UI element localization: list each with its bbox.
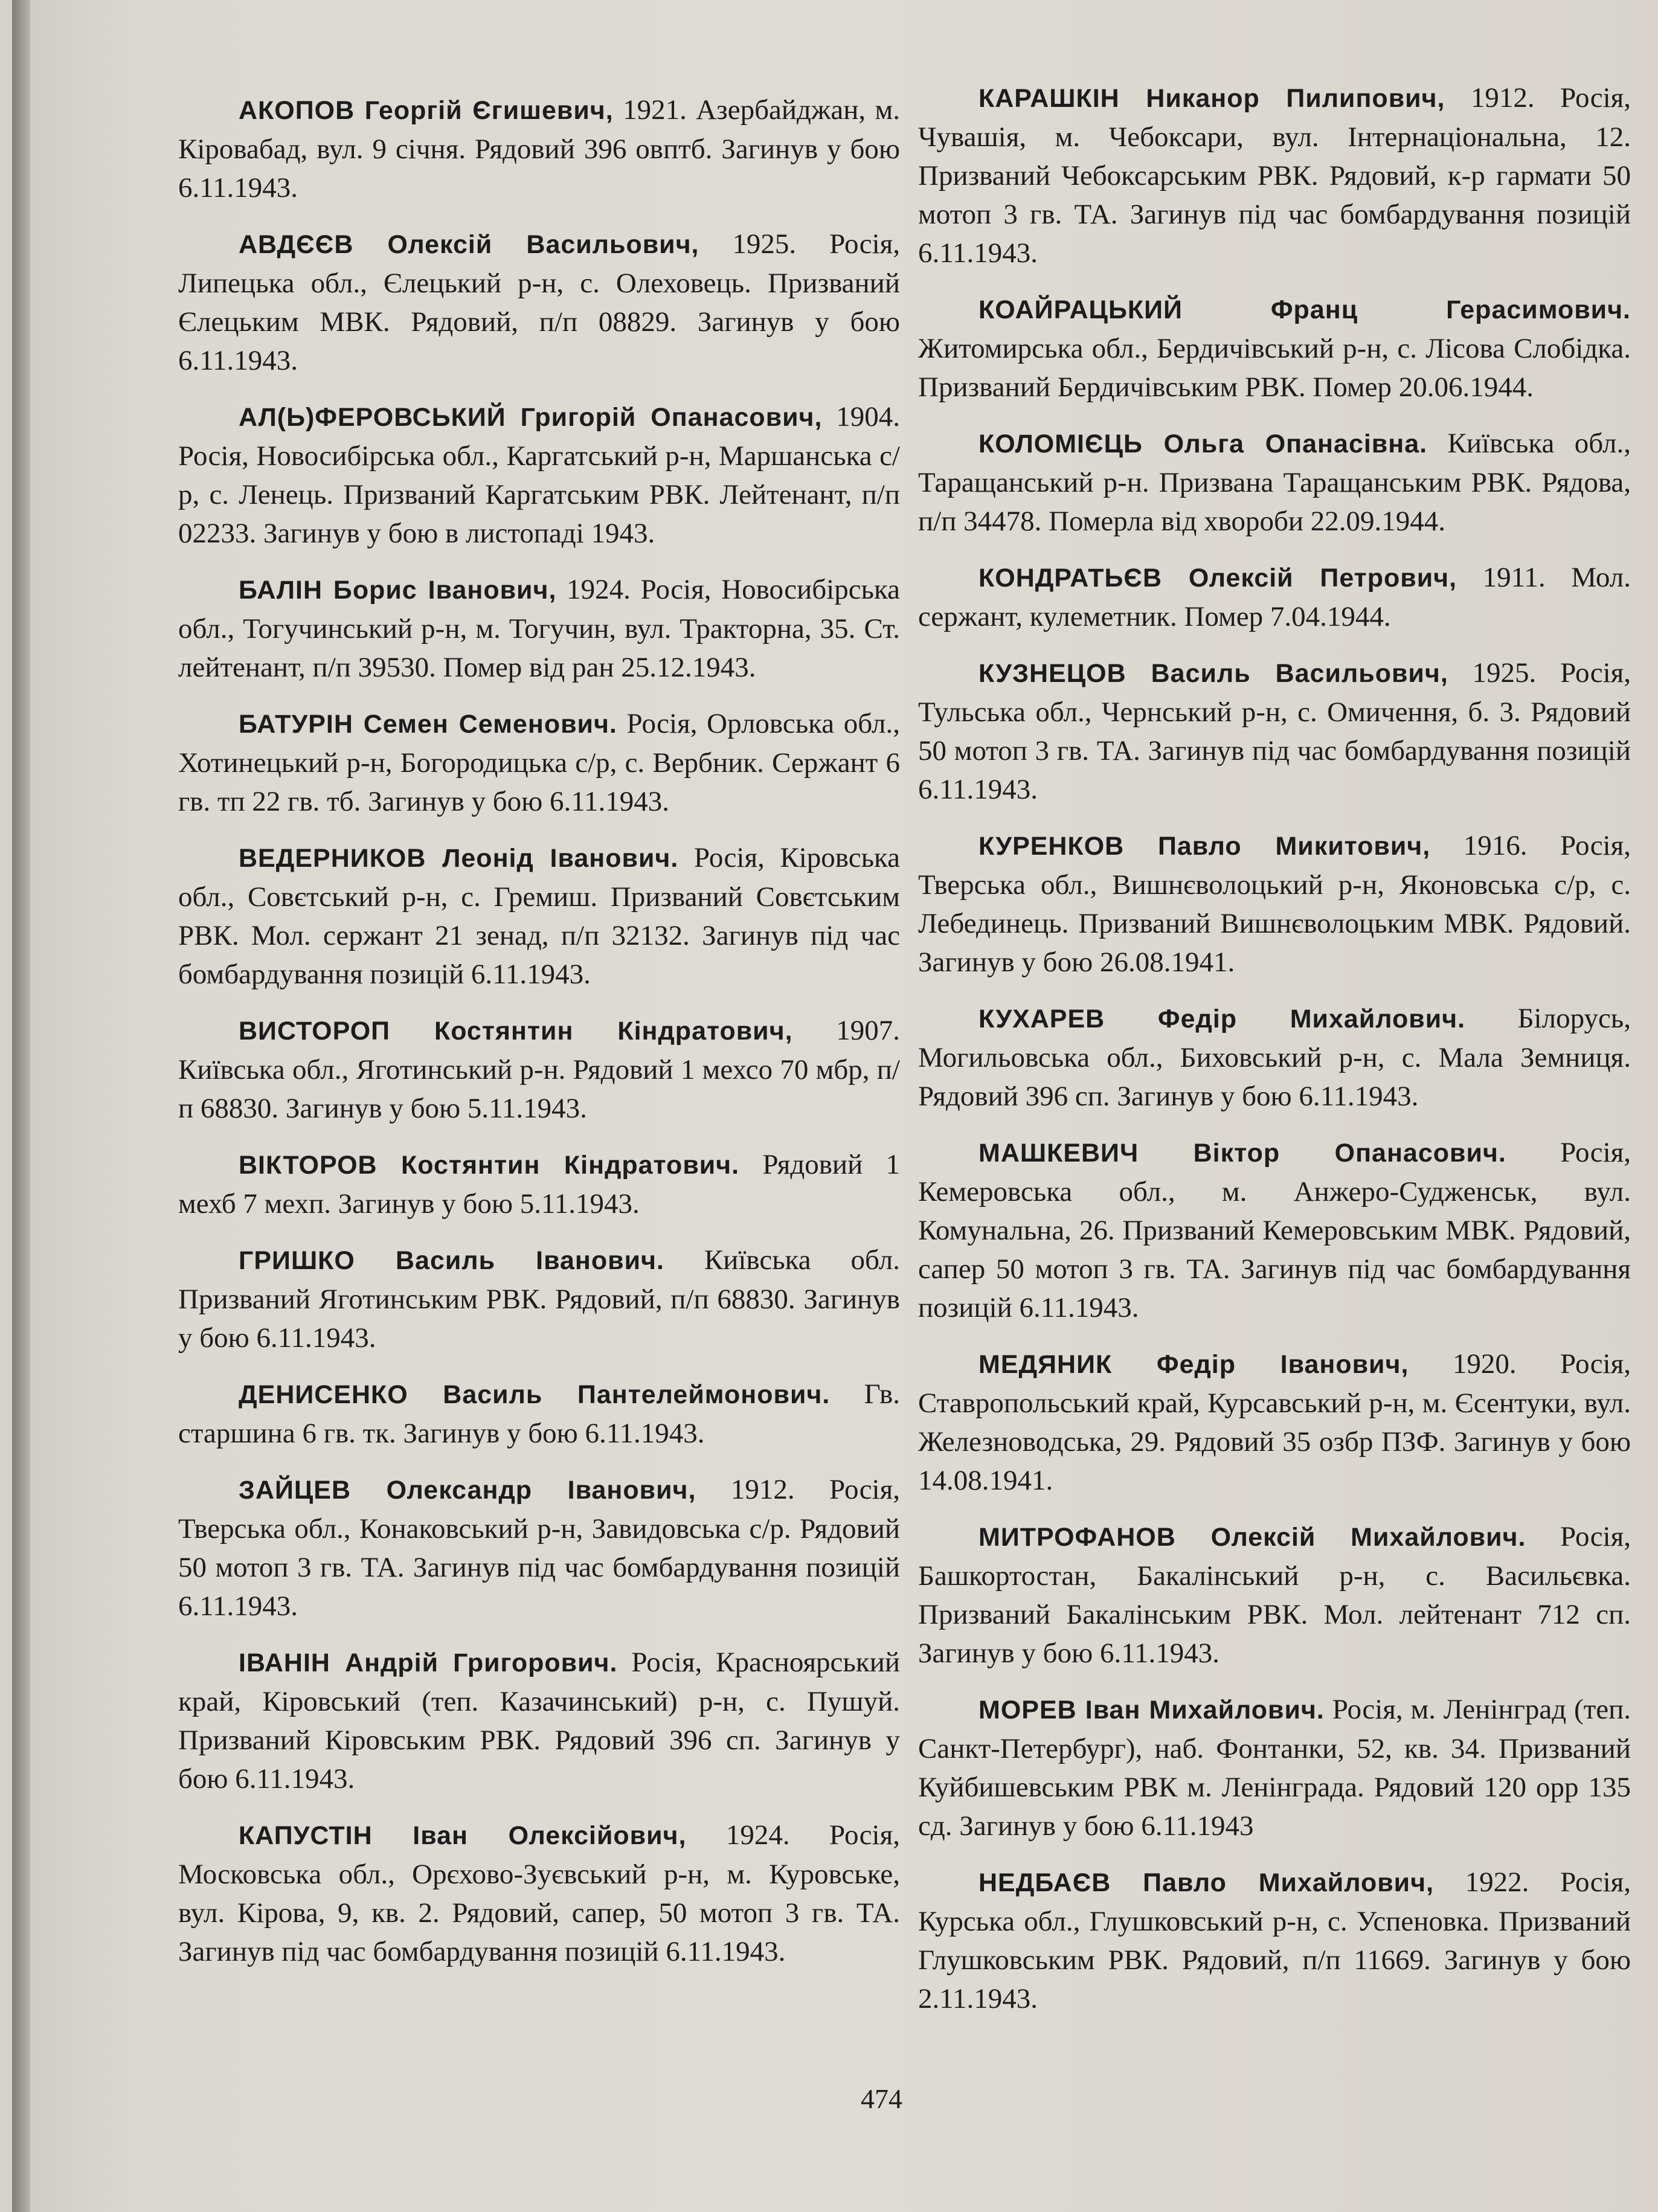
entry: [918, 1863, 1631, 2018]
entry: [178, 1470, 900, 1625]
entry-name: ВИСТОРОП Костянтин Кіндратович,: [239, 1017, 793, 1046]
entry-name: КАПУСТІН Іван Олексійович,: [239, 1821, 687, 1850]
entry-name: КУЗНЕЦОВ Василь Васильович,: [978, 659, 1448, 688]
entry-name: ВЕДЕРНИКОВ Леонід Іванович.: [239, 844, 679, 873]
entry: [918, 290, 1631, 407]
entry-text: Білорусь, Могильовська обл., Биховський р-н, с. Мала Земниця. Рядовий 396 сп. Загинув у бою 6.11.1943.: [918, 1003, 1631, 1112]
book-page: [12, 0, 1658, 2212]
entry-name: АВДЄЄВ Олексій Васильович,: [239, 230, 699, 259]
entry-name: АЛ(Ь)ФЕРОВСЬКИЙ Григорій Опанасович,: [239, 403, 823, 432]
entry-text: 1904. Росія, Новосибірська обл., Каргатський р-н, Маршанська с/р, с. Ленець. Призваний Каргатським РВК. Лейтенант, п/п 02233. Загинув у бою в листопаді 1943.: [178, 401, 900, 549]
entry-name: ЗАЙЦЕВ Олександр Іванович,: [239, 1476, 696, 1505]
entry: [178, 1145, 900, 1223]
entry-text: 1911. Мол. сержант, кулеметник. Помер 7.04.1944.: [918, 562, 1631, 632]
entry-name: КУРЕНКОВ Павло Микитович,: [978, 832, 1431, 861]
entry-text: 1912. Росія, Чувашія, м. Чебоксари, вул. Інтернаціональна, 12. Призваний Чебоксарським РВК. Рядовий, к-р гармати 50 мотоп 3 гв. ТА. Загинув під час бомбардування позицій 6.11.1943.: [918, 82, 1631, 269]
entry-text: Рядовий 1 мехб 7 мехп. Загинув у бою 5.11.1943.: [178, 1149, 900, 1220]
entry-name: ГРИШКО Василь Іванович.: [239, 1246, 664, 1275]
entry: [178, 1375, 900, 1453]
entry-name: МЕДЯНИК Федір Іванович,: [978, 1350, 1409, 1379]
entry-text: 1920. Росія, Ставропольський край, Курсавський р-н, м. Єсентуки, вул. Железноводська, 29. Рядовий 35 озбр ПЗФ. Загинув у бою 14.08.1941.: [918, 1348, 1631, 1496]
entry-text: 1916. Росія, Тверська обл., Вишнєволоцький р-н, Яконовська с/р, с. Лебединець. Призваний Вишнєволоцьким МВК. Рядовий. Загинув у бою 26.08.1941.: [918, 830, 1631, 978]
entry-text: Росія, м. Ленінград (теп. Санкт-Петербург), наб. Фонтанки, 52, кв. 34. Призваний Куйбишевським РВК м. Ленінграда. Рядовий 120 орр 135 сд. Загинув у бою 6.11.1943: [918, 1694, 1631, 1842]
entry: [178, 1011, 900, 1128]
book-spine-shadow: [12, 0, 30, 2212]
entry-text: Росія, Орловська обл., Хотинецький р-н, Богородицька с/р, с. Вербник. Сержант 6 гв. тп 22 гв. тб. Загинув у бою 6.11.1943.: [178, 708, 900, 817]
entry: [918, 654, 1631, 809]
entry: [178, 91, 900, 207]
entry-name: КАРАШКІН Никанор Пилипович,: [978, 84, 1445, 113]
entry-text: 1922. Росія, Курська обл., Глушковський р-н, с. Успеновка. Призваний Глушковським РВК. Рядовий, п/п 11669. Загинув у бою 2.11.1943.: [918, 1866, 1631, 2014]
entry-text: 1907. Київська обл., Яготинський р-н. Рядовий 1 мехсо 70 мбр, п/п 68830. Загинув у бою 5.11.1943.: [178, 1015, 900, 1124]
entry: [918, 826, 1631, 982]
entry: [918, 1133, 1631, 1327]
entry-text: Гв. старшина 6 гв. тк. Загинув у бою 6.11.1943.: [178, 1378, 900, 1449]
entry-name: БАЛІН Борис Іванович,: [239, 576, 557, 605]
entry: [918, 79, 1631, 272]
entry-text: 1925. Росія, Тульська обл., Чернський р-н, с. Омичення, б. 3. Рядовий 50 мотоп 3 гв. ТА. Загинув під час бомбардування позицій 6.11.1943.: [918, 657, 1631, 805]
entry-text: Росія, Кіровська обл., Совєтський р-н, с. Гремиш. Призваний Совєтським РВК. Мол. сержант 21 зенад, п/п 32132. Загинув під час бомбардування позицій 6.11.1943.: [178, 842, 901, 990]
entry: [178, 838, 900, 994]
entry: [918, 999, 1631, 1116]
entry-text: Київська обл., Таращанський р-н. Призвана Таращанським РВК. Рядова, п/п 34478. Померла від хвороби 22.09.1944.: [918, 428, 1631, 537]
page-number: 474: [861, 2083, 902, 2114]
entry: [178, 397, 900, 553]
entry: [918, 1690, 1631, 1845]
right-column: [918, 79, 1631, 2036]
entry: [178, 704, 900, 821]
entry-name: МАШКЕВИЧ Віктор Опанасович.: [978, 1139, 1506, 1168]
entry-name: КУХАРЕВ Федір Михайлович.: [978, 1005, 1466, 1034]
left-column: [178, 91, 900, 1989]
entry-name: КОАЙРАЦЬКИЙ Франц Герасимович.: [978, 295, 1631, 324]
entry-text: Росія, Кемеровська обл., м. Анжеро-Судженськ, вул. Комунальна, 26. Призваний Кемеровським МВК. Рядовий, сапер 50 мотоп 3 гв. ТА. Загинув під час бомбардування позицій 6.11.1943.: [918, 1137, 1631, 1323]
entry-text: Київська обл. Призваний Яготинським РВК. Рядовий, п/п 68830. Загинув у бою 6.11.1943.: [178, 1244, 900, 1354]
entry-name: МИТРОФАНОВ Олексій Михайлович.: [978, 1523, 1526, 1552]
entry-text: Житомирська обл., Бердичівський р-н, с. Лісова Слобідка. Призваний Бердичівським РВК. Помер 20.06.1944.: [918, 333, 1631, 403]
entry-name: БАТУРІН Семен Семенович.: [239, 710, 617, 739]
entry: [178, 1816, 900, 1971]
entry-name: ВІКТОРОВ Костянтин Кіндратович.: [239, 1151, 740, 1180]
entry: [918, 1345, 1631, 1500]
entry-name: НЕДБАЄВ Павло Михайлович,: [978, 1868, 1435, 1897]
entry-name: КОНДРАТЬЄВ Олексій Петрович,: [978, 564, 1457, 593]
entry-text: Росія, Красноярський край, Кіровський (теп. Казачинський) р-н, с. Пушуй. Призваний Кіровським РВК. Рядовий 396 сп. Загинув у бою 6.11.1943.: [178, 1647, 900, 1795]
entry: [178, 225, 900, 380]
entry-name: ІВАНІН Андрій Григорович.: [239, 1648, 618, 1677]
entry-text: 1924. Росія, Московська обл., Орєхово-Зуєвський р-н, м. Куровське, вул. Кірова, 9, кв. 2. Рядовий, сапер, 50 мотоп 3 гв. ТА. Загинув під час бомбардування позицій 6.11.1943.: [178, 1819, 900, 1967]
entry: [918, 424, 1631, 541]
entry-name: КОЛОМІЄЦЬ Ольга Опанасівна.: [978, 429, 1428, 458]
entry: [918, 1517, 1631, 1673]
entry-name: АКОПОВ Георгій Єгишевич,: [239, 96, 614, 125]
entry-name: МОРЕВ Іван Михайлович.: [978, 1696, 1325, 1725]
entry: [178, 1643, 900, 1798]
entry-text: Росія, Башкортостан, Бакалінський р-н, с. Васильєвка. Призваний Бакалінським РВК. Мол. лейтенант 712 сп. Загинув у бою 6.11.1943.: [918, 1521, 1631, 1669]
entry: [178, 1241, 900, 1357]
entry-text: 1912. Росія, Тверська обл., Конаковський р-н, Завидовська с/р. Рядовий 50 мотоп 3 гв. ТА. Загинув під час бомбардування позицій 6.11.1943.: [178, 1474, 900, 1622]
entry: [178, 570, 900, 687]
entry-text: 1924. Росія, Новосибірська обл., Тогучинський р-н, м. Тогучин, вул. Тракторна, 35. Ст. лейтенант, п/п 39530. Помер від ран 25.12.1943.: [178, 574, 900, 683]
entry-text: 1921. Азербайджан, м. Кіровабад, вул. 9 січня. Рядовий 396 овптб. Загинув у бою 6.11.1943.: [178, 94, 901, 204]
entry-name: ДЕНИСЕНКО Василь Пантелеймонович.: [239, 1380, 831, 1409]
entry-text: 1925. Росія, Липецька обл., Єлецький р-н, с. Олеховець. Призваний Єлецьким МВК. Рядовий, п/п 08829. Загинув у бою 6.11.1943.: [178, 228, 900, 376]
entry: [918, 558, 1631, 636]
